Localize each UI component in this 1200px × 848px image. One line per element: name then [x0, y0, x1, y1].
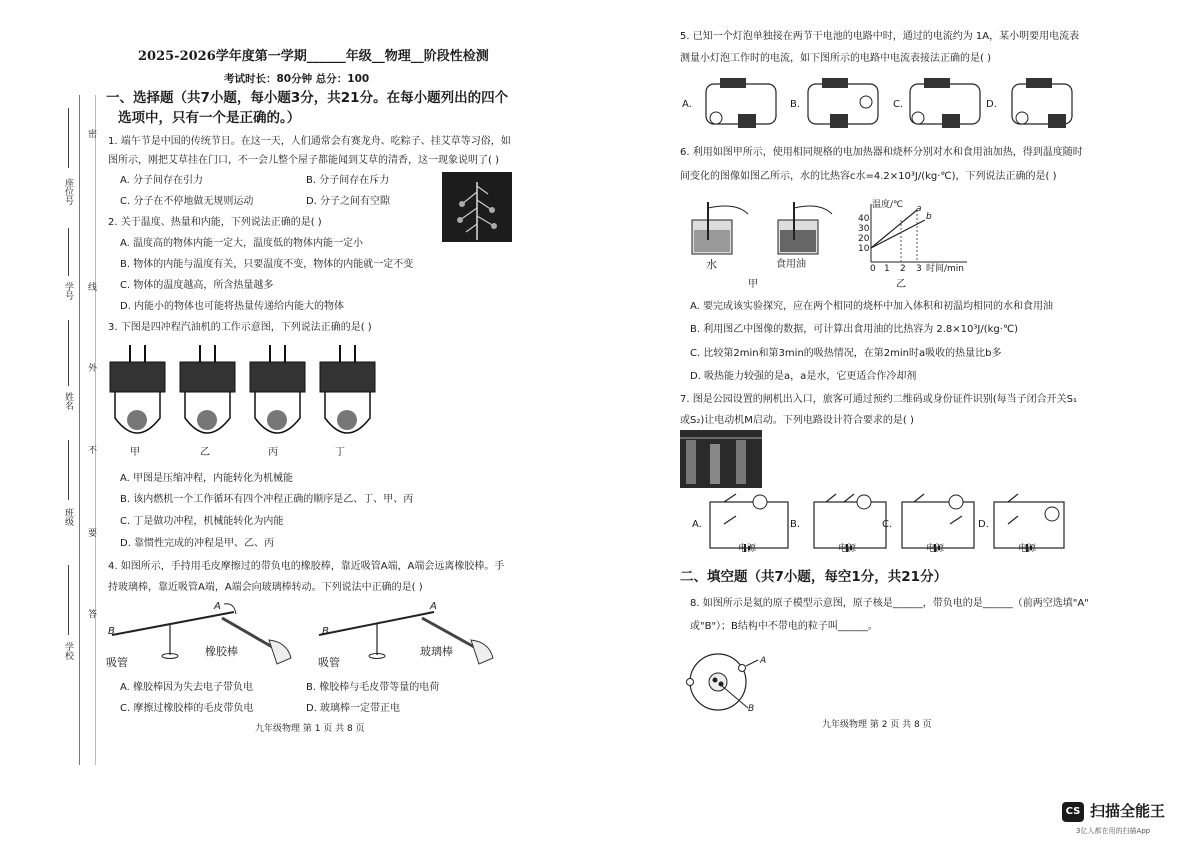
q7-option-d: D.	[978, 519, 989, 530]
q3-label-ding: 丁	[335, 447, 345, 458]
camscanner-logo-icon: CS	[1062, 802, 1084, 822]
q7-option-c: C.	[882, 519, 893, 530]
q4-option-c: C. 摩擦过橡胶棒的毛皮带负电	[120, 703, 254, 714]
q2-option-c: C. 物体的温度越高，所含热量越多	[120, 280, 274, 291]
q4-fig-label-straw1: 吸管	[106, 656, 128, 669]
q7-option-a: A.	[692, 519, 702, 530]
atom-label-b: B	[748, 704, 755, 714]
student-id-blank	[68, 228, 69, 276]
q7-option-b: B.	[790, 519, 801, 530]
q4-option-a: A. 橡胶棒因为失去电子带负电	[120, 682, 254, 693]
q6-option-d: D. 吸热能力较强的是a，a是水，它更适合作冷却剂	[690, 371, 917, 382]
q5-option-d: D.	[986, 99, 997, 110]
exam-title: 2025-2026学年度第一学期______年级__物理__阶段性检测	[138, 49, 489, 64]
chart-xtick: 0	[870, 264, 876, 274]
q7-stem-cont: 或S₂)让电动机M启动。下列电路设计符合要求的是( )	[680, 415, 914, 426]
chart-ytick: 30	[858, 224, 870, 234]
chart-ytick: 20	[858, 234, 870, 244]
q3-option-d: D. 靠惯性完成的冲程是甲、乙、丙	[120, 538, 275, 549]
binding-mark: 密	[88, 130, 98, 140]
q5-option-a: A.	[682, 99, 692, 110]
beakers-icon	[686, 200, 836, 258]
q6-label-yi: 乙	[896, 279, 906, 290]
q2-stem: 2. 关于温度、热量和内能，下列说法正确的是( )	[108, 217, 322, 228]
turnstile-icon	[680, 430, 762, 488]
chart-xlabel: 时间/min	[926, 264, 965, 274]
q1-stem-cont: 图所示，刚把艾草挂在门口，不一会儿整个屋子都能闻到艾草的清香，这一现象说明了( )	[108, 155, 499, 166]
q4-option-d: D. 玻璃棒一定带正电	[306, 703, 401, 714]
q6-label-jia: 甲	[748, 279, 758, 290]
chart-ytick: 40	[858, 214, 870, 224]
q2-option-a: A. 温度高的物体内能一定大，温度低的物体内能一定小	[120, 238, 364, 249]
engine-strokes-figure	[100, 340, 380, 450]
q4-stem-cont: 持玻璃棒，靠近吸管A端，A端会向玻璃棒转动。下列说法中正确的是( )	[108, 582, 423, 593]
q6-stem: 6. 利用如图甲所示，使用相同规格的电加热器和烧杯分别对水和食用油加热，得到温度随时	[680, 147, 1083, 158]
school-blank	[68, 565, 69, 635]
gate-photo	[680, 430, 762, 488]
q4-fig-label-glass: 玻璃棒	[420, 645, 453, 658]
q2-option-b: B. 物体的内能与温度有关，只要温度不变，物体的内能就一定不变	[120, 259, 414, 270]
q1-option-c: C. 分子在不停地做无规则运动	[120, 196, 254, 207]
class-blank	[68, 440, 69, 500]
q6-label-water: 水	[706, 258, 717, 271]
q2-option-d: D. 内能小的物体也可能将热量传递给内能大的物体	[120, 301, 345, 312]
atom-label-a: A	[760, 656, 767, 666]
binding-mark: 外	[88, 364, 98, 374]
q6-label-oil: 食用油	[776, 259, 806, 270]
straw-rod-icon	[104, 600, 504, 672]
school-label: 学校	[63, 642, 73, 660]
binding-mark: 要	[88, 529, 98, 539]
binding-mark: 不	[88, 446, 98, 456]
atom-model-icon	[684, 640, 774, 720]
q4-fig-label-b2: B	[322, 626, 329, 637]
page1-footer: 九年级物理 第 1 页 共 8 页	[255, 724, 365, 734]
q4-fig-label-b1: B	[108, 626, 115, 637]
binding-mark: 答	[88, 610, 98, 620]
q1-option-a: A. 分子间存在引力	[120, 175, 204, 186]
section1-heading: 一、选择题（共7小题，每小题3分，共21分。在每小题列出的四个	[106, 90, 509, 106]
chart-ylabel: 温度/℃	[872, 200, 904, 210]
binding-mark: 线	[88, 283, 98, 293]
chart-ytick: 10	[858, 244, 870, 254]
q1-option-d: D. 分子之间有空隙	[306, 196, 391, 207]
binding-line	[79, 95, 80, 765]
student-id-label: 学号	[63, 282, 73, 300]
q8-stem: 8. 如图所示是氦的原子模型示意图，原子核是______，带负电的是______（前两空选填"A"	[690, 598, 1089, 609]
q3-option-c: C. 丁是做功冲程，机械能转化为内能	[120, 516, 284, 527]
q5-option-c: C.	[893, 99, 904, 110]
helium-atom-figure	[684, 640, 774, 720]
watermark-brand: 扫描全能王	[1090, 802, 1166, 820]
page2-footer: 九年级物理 第 2 页 共 8 页	[822, 720, 932, 730]
series-a-line	[871, 210, 917, 248]
q4-stem: 4. 如图所示，手持用毛皮摩擦过的带负电的橡胶棒，靠近吸管A端，A端会远离橡胶棒。手	[108, 561, 505, 572]
power-label-d: 电源	[1018, 544, 1037, 554]
straw-rod-figure	[104, 600, 504, 672]
class-label: 班级	[63, 508, 73, 526]
chart-xtick: 2	[900, 264, 906, 274]
chart-xtick: 1	[884, 264, 890, 274]
q1-stem: 1. 端午节是中国的传统节日。在这一天，人们通常会有赛龙舟、吃粽子、挂艾草等习俗，如	[108, 136, 511, 147]
q5-option-b: B.	[790, 99, 801, 110]
q1-option-b: B. 分子间存在斥力	[306, 175, 390, 186]
circuit-diagrams-icon	[680, 70, 1080, 132]
q3-label-bing: 丙	[268, 447, 278, 458]
q5-stem-cont: 测量小灯泡工作时的电流，如下图所示的电路中电流表接法正确的是( )	[680, 53, 991, 64]
q3-label-jia: 甲	[130, 447, 140, 458]
power-label-a: 电源	[738, 544, 757, 554]
q6-stem-cont: 间变化的图像如图乙所示，水的比热容c水=4.2×10³J/(kg·℃)，下列说法正确的是( )	[680, 171, 1057, 182]
q4-fig-label-a1: A	[214, 601, 221, 612]
q4-option-b: B. 橡胶棒与毛皮带等量的电荷	[306, 682, 440, 693]
seat-number-blank	[68, 108, 69, 168]
q8-stem-cont: 或"B"）；B结构中不带电的粒子叫______。	[690, 621, 878, 632]
q6-option-a: A. 要完成该实验探究，应在两个相同的烧杯中加入体积和初温均相同的水和食用油	[690, 301, 1054, 312]
engine-cylinders-icon	[100, 340, 380, 450]
name-blank	[68, 320, 69, 386]
series-b-label: b	[926, 212, 932, 222]
section1-heading-cont: 选项中，只有一个是正确的。）	[118, 110, 301, 126]
q3-label-yi: 乙	[200, 447, 210, 458]
section2-heading: 二、填空题（共7小题，每空1分，共21分）	[680, 569, 948, 585]
watermark-tagline: 3亿人都在用的扫描App	[1076, 827, 1151, 835]
q5-circuits-figure	[680, 70, 1080, 132]
q6-option-b: B. 利用图乙中图像的数据，可计算出食用油的比热容为 2.8×10³J/(kg·℃)	[690, 324, 1019, 335]
q4-fig-label-a2: A	[430, 601, 437, 612]
chart-xtick: 3	[916, 264, 922, 274]
binding-line-dashed	[95, 95, 96, 765]
name-label: 姓名	[63, 392, 73, 410]
q7-stem: 7. 图是公园设置的闸机出入口，旅客可通过预约二维码或身份证件识别(每当子闭合开关S₁	[680, 394, 1077, 405]
q4-fig-label-rubber: 橡胶棒	[205, 645, 238, 658]
q3-stem: 3. 下图是四冲程汽油机的工作示意图，下列说法正确的是( )	[108, 322, 372, 333]
power-label-c: 电源	[926, 544, 945, 554]
mugwort-plant-icon	[442, 172, 512, 242]
power-label-b: 电源	[838, 544, 857, 554]
q4-fig-label-straw2: 吸管	[318, 656, 340, 669]
q5-stem: 5. 已知一个灯泡单独接在两节干电池的电路中时，通过的电流约为 1A，某小明要用电流表	[680, 31, 1080, 42]
mugwort-photo	[442, 172, 512, 242]
q3-option-a: A. 甲图是压缩冲程，内能转化为机械能	[120, 473, 294, 484]
heating-beakers-figure	[686, 200, 836, 258]
q3-option-b: B. 该内燃机一个工作循环有四个冲程正确的顺序是乙、丁、甲、丙	[120, 494, 414, 505]
seat-number-label: 座位号	[63, 178, 73, 205]
exam-subtitle: 考试时长：80分钟 总分：100	[224, 73, 370, 85]
series-a-label: a	[916, 204, 922, 214]
q6-option-c: C. 比较第2min和第3min的吸热情况，在第2min时a吸收的热量比b多	[690, 348, 1002, 359]
